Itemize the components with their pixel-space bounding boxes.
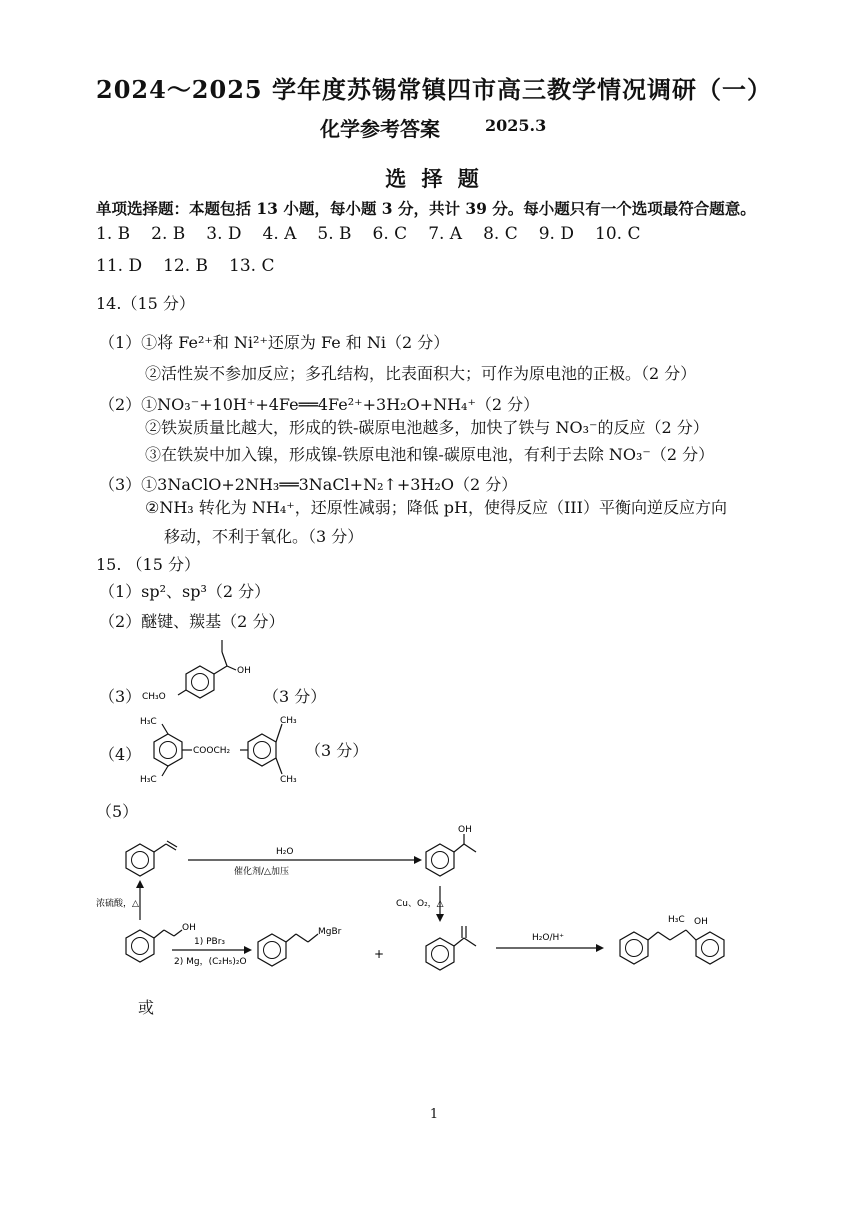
q14-part2-3: ③在铁炭中加入镍，形成镍-铁原电池和镍-碳原电池，有利于去除 NO₃⁻（2 分） bbox=[145, 445, 715, 464]
page-number: 1 bbox=[429, 1107, 439, 1122]
arrow-label: H₂O/H⁺ bbox=[532, 933, 565, 943]
synthesis-scheme bbox=[96, 822, 776, 982]
q15-part3-score: （3 分） bbox=[263, 687, 327, 706]
answer-item: 3. D bbox=[206, 224, 242, 244]
answer-item: 13. C bbox=[229, 256, 275, 276]
structure-label: OH bbox=[458, 825, 472, 835]
structure-label: CH₃ bbox=[280, 716, 297, 726]
answer-item: 8. C bbox=[483, 224, 518, 244]
q14-part2-1: （2）①NO₃⁻+10H⁺+4Fe══4Fe²⁺+3H₂O+NH₄⁺（2 分） bbox=[99, 395, 540, 414]
answer-item: 6. C bbox=[372, 224, 408, 244]
q15-part4-label: （4） bbox=[99, 745, 142, 764]
q15-part3-label: （3） bbox=[99, 687, 142, 706]
arrow-label: 1) PBr₃ bbox=[194, 937, 226, 947]
arrow-label: 2) Mg，(C₂H₅)₂O bbox=[174, 957, 247, 967]
answer-item: 5. B bbox=[317, 224, 352, 244]
structure-label: H₃C bbox=[668, 915, 685, 925]
structure-label: CH₃ bbox=[280, 775, 297, 785]
q14-header: 14.（15 分） bbox=[96, 294, 195, 313]
structure-label: OH bbox=[694, 917, 708, 927]
q15-part5-label: （5） bbox=[96, 802, 139, 821]
plus-sign: + bbox=[374, 947, 385, 961]
answer-item: 11. D bbox=[96, 256, 143, 276]
q15-header: 15. （15 分） bbox=[96, 555, 200, 574]
section-instruction: 单项选择题：本题包括 13 小题，每小题 3 分，共计 39 分。每小题只有一个选项最符合题意。 bbox=[96, 199, 756, 218]
answer-item: 7. A bbox=[428, 224, 463, 244]
q15-part4-score: （3 分） bbox=[305, 741, 369, 760]
answer-item: 10. C bbox=[595, 224, 641, 244]
q14-part3-3: 移动，不利于氧化。（3 分） bbox=[164, 527, 364, 546]
arrow-label: Cu、O₂，△ bbox=[396, 899, 444, 909]
answers-row-1 bbox=[96, 224, 661, 244]
structure-label: MgBr bbox=[318, 927, 342, 937]
arrow-label: H₂O bbox=[276, 847, 294, 857]
q15-part3-structure bbox=[140, 636, 260, 716]
q14-part2-2: ②铁炭质量比越大，形成的铁-碳原电池越多，加快了铁与 NO₃⁻的反应（2 分） bbox=[145, 418, 709, 437]
arrow-label: 浓硫酸，△ bbox=[96, 899, 139, 909]
section-heading: 选 择 题 bbox=[385, 166, 483, 191]
structure-label: COOCH₂ bbox=[193, 746, 231, 756]
structure-label: OH bbox=[182, 923, 196, 933]
q14-part3-1: （3）①3NaClO+2NH₃══3NaCl+N₂↑+3H₂O（2 分） bbox=[99, 475, 518, 494]
q14-part3-2: ②NH₃ 转化为 NH₄⁺，还原性减弱；降低 pH，使得反应（III）平衡向逆反应方向 bbox=[145, 498, 727, 517]
structure-label: H₃C bbox=[140, 717, 157, 727]
q15-part2: （2）醚键、羰基（2 分） bbox=[99, 612, 285, 631]
answer-item: 4. A bbox=[262, 224, 297, 244]
answer-item: 2. B bbox=[151, 224, 186, 244]
answers-row-2 bbox=[96, 256, 295, 276]
q15-part4-structure bbox=[138, 712, 308, 788]
or-text: 或 bbox=[138, 998, 155, 1017]
answer-item: 1. B bbox=[96, 224, 131, 244]
q14-part1-1: （1）①将 Fe²⁺和 Ni²⁺还原为 Fe 和 Ni（2 分） bbox=[99, 333, 450, 352]
answer-item: 9. D bbox=[538, 224, 574, 244]
page-subtitle: 化学参考答案 bbox=[320, 117, 440, 141]
arrow-label: 催化剂/△加压 bbox=[234, 867, 289, 877]
page-title: 2024～2025 学年度苏锡常镇四市高三教学情况调研（一） bbox=[96, 75, 772, 104]
answer-item: 12. B bbox=[163, 256, 209, 276]
structure-label: OH bbox=[237, 666, 251, 676]
q15-part1: （1）sp²、sp³（2 分） bbox=[99, 582, 271, 601]
structure-label: H₃C bbox=[140, 775, 157, 785]
page-date: 2025.3 bbox=[485, 116, 547, 135]
q14-part1-2: ②活性炭不参加反应；多孔结构，比表面积大；可作为原电池的正极。（2 分） bbox=[145, 364, 697, 383]
structure-label: CH₃O bbox=[142, 692, 166, 702]
